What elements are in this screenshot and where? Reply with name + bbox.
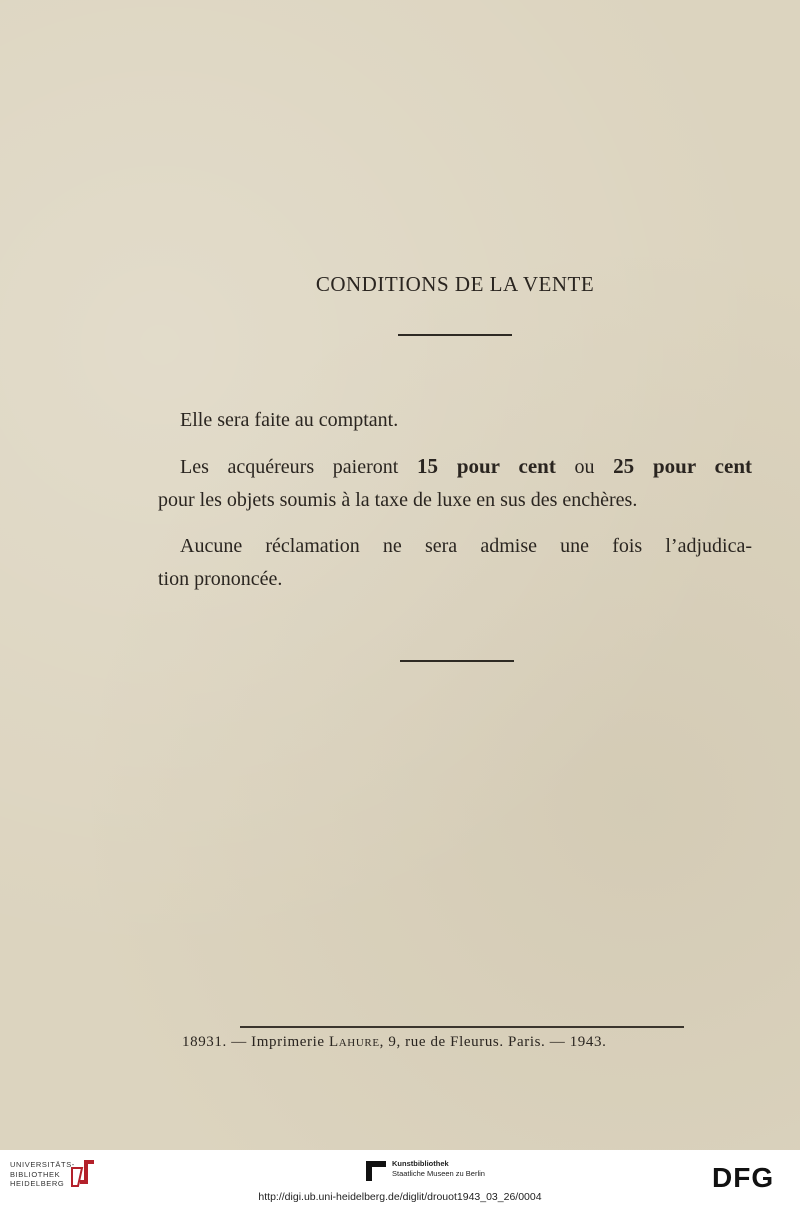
paragraph-claims-line1	[158, 530, 752, 563]
paragraph-claims	[158, 530, 752, 596]
digitization-band	[0, 1150, 800, 1206]
printer-imprint	[182, 1034, 742, 1051]
paragraph-fees-line2: pour les objets soumis à la taxe de luxe en sus des enchères.	[158, 489, 638, 511]
imprint-printer: Lahure	[328, 1034, 380, 1050]
imprint-address: , 9, rue de Fleurus. Paris. — 1943.	[379, 1034, 607, 1050]
kb-line1: Kunstbibliothek	[392, 1159, 449, 1168]
uni-line1: UNIVERSITÄTS-	[10, 1160, 75, 1169]
kunstbibliothek-logo-icon	[366, 1161, 386, 1181]
paragraph-fees-line1	[158, 450, 752, 484]
page-title: CONDITIONS DE LA VENTE	[315, 272, 595, 296]
kunstbibliothek-label[interactable]	[392, 1159, 485, 1179]
paragraph-claims-line2: tion prononcée.	[158, 568, 283, 590]
fees-bold-25: 25 pour cent	[613, 454, 752, 478]
fees-line1-start: Les acquéreurs paieront	[180, 456, 417, 478]
heidelberg-logo-icon	[70, 1158, 96, 1188]
paragraph-payment	[158, 404, 752, 437]
university-library-label[interactable]	[10, 1160, 75, 1189]
dfg-logo[interactable]: DFG	[712, 1162, 775, 1193]
uni-line3: HEIDELBERG	[10, 1179, 65, 1188]
title-rule	[398, 334, 512, 336]
fees-bold-15: 15 pour cent	[416, 454, 556, 478]
kb-line2: Staatliche Museen zu Berlin	[392, 1169, 485, 1178]
footer-rule	[240, 1026, 684, 1028]
paragraph-fees	[158, 450, 752, 517]
claims-line1-text: Aucune réclamation ne sera admise une fois l’adjudica-	[180, 535, 752, 557]
permalink-url[interactable]: http://digi.ub.uni-heidelberg.de/diglit/drouot1943_03_26/0004	[258, 1191, 542, 1203]
uni-line2: BIBLIOTHEK	[10, 1169, 61, 1179]
imprint-number: 18931. — Imprimerie	[182, 1034, 329, 1050]
fees-mid: ou	[555, 456, 614, 478]
section-end-rule	[400, 660, 514, 662]
paragraph-payment-text: Elle sera faite au comptant.	[180, 409, 399, 431]
